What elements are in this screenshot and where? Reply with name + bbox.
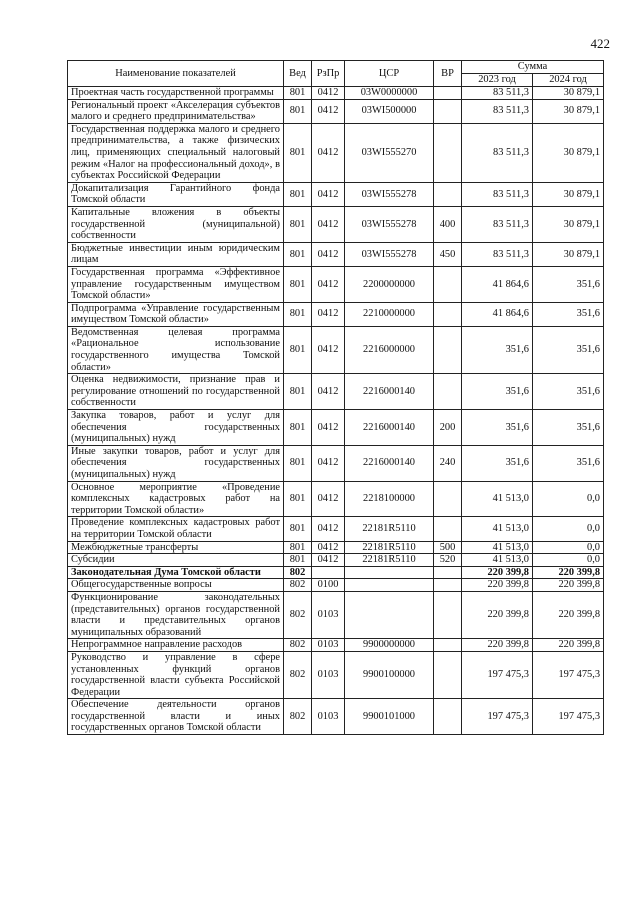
- table-row: [68, 123, 604, 182]
- cell-csr: 03W0000000: [345, 87, 434, 100]
- cell-name: Обеспечение деятельности органов государственной власти и иных государственных органов Томской области: [68, 699, 284, 735]
- cell-vr: [434, 566, 462, 579]
- header-2023: 2023 год: [462, 74, 533, 87]
- cell-ved: 801: [284, 481, 312, 517]
- cell-sum-2023: 41 513,0: [462, 554, 533, 567]
- cell-ved: 801: [284, 374, 312, 410]
- cell-sum-2023: 351,6: [462, 374, 533, 410]
- cell-name: Оценка недвижимости, признание прав и регулирование отношений по государственной собственности: [68, 374, 284, 410]
- cell-csr: [345, 579, 434, 592]
- cell-sum-2024: 220 399,8: [533, 566, 604, 579]
- cell-vr: [434, 182, 462, 206]
- cell-sum-2024: 351,6: [533, 326, 604, 373]
- cell-name: Подпрограмма «Управление государственным имуществом Томской области»: [68, 302, 284, 326]
- table-row: [68, 566, 604, 579]
- cell-rzpr: 0412: [312, 374, 345, 410]
- cell-name: Межбюджетные трансферты: [68, 541, 284, 554]
- table-row: [68, 242, 604, 266]
- cell-vr: [434, 651, 462, 698]
- cell-csr: 9900101000: [345, 699, 434, 735]
- cell-sum-2023: 83 511,3: [462, 182, 533, 206]
- cell-sum-2023: 83 511,3: [462, 99, 533, 123]
- cell-vr: [434, 591, 462, 638]
- cell-sum-2023: 41 513,0: [462, 481, 533, 517]
- table-row: [68, 445, 604, 481]
- cell-name: Иные закупки товаров, работ и услуг для обеспечения государственных (муниципальных) нужд: [68, 445, 284, 481]
- cell-sum-2023: 197 475,3: [462, 651, 533, 698]
- table-row: [68, 541, 604, 554]
- cell-sum-2023: 220 399,8: [462, 579, 533, 592]
- cell-sum-2024: 220 399,8: [533, 591, 604, 638]
- cell-sum-2024: 0,0: [533, 517, 604, 541]
- table-row: [68, 87, 604, 100]
- cell-vr: 400: [434, 206, 462, 242]
- cell-ved: 801: [284, 182, 312, 206]
- cell-sum-2024: 220 399,8: [533, 639, 604, 652]
- cell-ved: 802: [284, 639, 312, 652]
- table-row: [68, 99, 604, 123]
- table-row: [68, 554, 604, 567]
- cell-vr: [434, 123, 462, 182]
- cell-csr: 2200000000: [345, 266, 434, 302]
- cell-name: Ведомственная целевая программа «Рациональное использование государственного имущества Томской области»: [68, 326, 284, 373]
- cell-ved: 802: [284, 699, 312, 735]
- cell-ved: 801: [284, 410, 312, 446]
- table-row: [68, 266, 604, 302]
- cell-sum-2023: 41 864,6: [462, 266, 533, 302]
- cell-csr: 22181R5110: [345, 541, 434, 554]
- cell-csr: 03WI555278: [345, 182, 434, 206]
- cell-ved: 801: [284, 554, 312, 567]
- header-sum: Сумма: [462, 61, 604, 74]
- cell-sum-2023: 220 399,8: [462, 591, 533, 638]
- cell-vr: [434, 87, 462, 100]
- cell-name: Основное мероприятие «Проведение комплексных кадастровых работ на территории Томской области»: [68, 481, 284, 517]
- cell-rzpr: 0412: [312, 123, 345, 182]
- cell-csr: 9900100000: [345, 651, 434, 698]
- table-row: [68, 302, 604, 326]
- cell-ved: 802: [284, 566, 312, 579]
- cell-rzpr: 0103: [312, 699, 345, 735]
- cell-sum-2023: 41 513,0: [462, 541, 533, 554]
- cell-sum-2023: 351,6: [462, 410, 533, 446]
- header-2024: 2024 год: [533, 74, 604, 87]
- table-row: [68, 591, 604, 638]
- cell-csr: 03WI555278: [345, 242, 434, 266]
- cell-csr: 2218100000: [345, 481, 434, 517]
- cell-sum-2023: 41 864,6: [462, 302, 533, 326]
- cell-sum-2024: 30 879,1: [533, 182, 604, 206]
- cell-sum-2023: 351,6: [462, 445, 533, 481]
- cell-ved: 801: [284, 87, 312, 100]
- page-number: 422: [590, 36, 610, 51]
- cell-rzpr: 0412: [312, 206, 345, 242]
- cell-rzpr: 0412: [312, 242, 345, 266]
- cell-sum-2024: 351,6: [533, 302, 604, 326]
- table-row: [68, 410, 604, 446]
- cell-name: Закупка товаров, работ и услуг для обеспечения государственных (муниципальных) нужд: [68, 410, 284, 446]
- cell-csr: 03WI555270: [345, 123, 434, 182]
- cell-name: Непрограммное направление расходов: [68, 639, 284, 652]
- table-row: [68, 481, 604, 517]
- cell-rzpr: 0412: [312, 445, 345, 481]
- cell-vr: [434, 266, 462, 302]
- cell-sum-2024: 197 475,3: [533, 651, 604, 698]
- cell-rzpr: 0412: [312, 87, 345, 100]
- cell-sum-2023: 83 511,3: [462, 87, 533, 100]
- cell-sum-2024: 220 399,8: [533, 579, 604, 592]
- cell-csr: 03WI555278: [345, 206, 434, 242]
- table-row: [68, 517, 604, 541]
- table-row: [68, 699, 604, 735]
- cell-rzpr: 0412: [312, 266, 345, 302]
- cell-rzpr: 0412: [312, 517, 345, 541]
- header-rzpr: РзПр: [312, 61, 345, 87]
- cell-csr: 03WI500000: [345, 99, 434, 123]
- cell-csr: 2216000140: [345, 374, 434, 410]
- cell-vr: 240: [434, 445, 462, 481]
- cell-sum-2024: 30 879,1: [533, 123, 604, 182]
- cell-rzpr: 0412: [312, 541, 345, 554]
- cell-sum-2023: 351,6: [462, 326, 533, 373]
- table-header: [68, 61, 604, 87]
- cell-csr: [345, 566, 434, 579]
- cell-vr: [434, 326, 462, 373]
- cell-name: Общегосударственные вопросы: [68, 579, 284, 592]
- cell-vr: [434, 517, 462, 541]
- cell-name: Законодательная Дума Томской области: [68, 566, 284, 579]
- cell-csr: 9900000000: [345, 639, 434, 652]
- cell-rzpr: 0100: [312, 579, 345, 592]
- cell-sum-2024: 351,6: [533, 266, 604, 302]
- table-row: [68, 326, 604, 373]
- cell-csr: 2216000000: [345, 326, 434, 373]
- cell-sum-2024: 197 475,3: [533, 699, 604, 735]
- cell-ved: 801: [284, 326, 312, 373]
- cell-name: Капитальные вложения в объекты государственной (муниципальной) собственности: [68, 206, 284, 242]
- cell-rzpr: 0412: [312, 99, 345, 123]
- cell-ved: 801: [284, 99, 312, 123]
- cell-name: Руководство и управление в сфере установленных функций органов государственной власти субъекта Российской Федерации: [68, 651, 284, 698]
- cell-csr: [345, 591, 434, 638]
- cell-csr: 22181R5110: [345, 517, 434, 541]
- cell-rzpr: 0412: [312, 481, 345, 517]
- cell-ved: 801: [284, 302, 312, 326]
- cell-sum-2023: 220 399,8: [462, 566, 533, 579]
- table-row: [68, 651, 604, 698]
- table-row: [68, 182, 604, 206]
- cell-rzpr: 0412: [312, 302, 345, 326]
- cell-rzpr: 0412: [312, 554, 345, 567]
- cell-ved: 801: [284, 445, 312, 481]
- cell-rzpr: 0103: [312, 639, 345, 652]
- cell-ved: 801: [284, 517, 312, 541]
- cell-csr: 2210000000: [345, 302, 434, 326]
- cell-sum-2023: 83 511,3: [462, 123, 533, 182]
- cell-ved: 801: [284, 541, 312, 554]
- cell-vr: [434, 302, 462, 326]
- cell-rzpr: 0412: [312, 326, 345, 373]
- budget-table: [67, 60, 604, 735]
- table-row: [68, 206, 604, 242]
- cell-vr: [434, 699, 462, 735]
- header-vr: ВР: [434, 61, 462, 87]
- cell-name: Бюджетные инвестиции иным юридическим лицам: [68, 242, 284, 266]
- cell-sum-2023: 83 511,3: [462, 242, 533, 266]
- cell-vr: 200: [434, 410, 462, 446]
- cell-ved: 802: [284, 651, 312, 698]
- cell-vr: [434, 99, 462, 123]
- cell-name: Государственная программа «Эффективное управление государственным имуществом Томской области»: [68, 266, 284, 302]
- cell-name: Функционирование законодательных (представительных) органов государственной власти и представительных органов муниципальных образований: [68, 591, 284, 638]
- cell-ved: 802: [284, 591, 312, 638]
- header-ved: Вед: [284, 61, 312, 87]
- cell-ved: 801: [284, 206, 312, 242]
- table-body: [68, 87, 604, 735]
- table-row: [68, 579, 604, 592]
- cell-vr: 450: [434, 242, 462, 266]
- cell-rzpr: 0412: [312, 182, 345, 206]
- cell-csr: 22181R5110: [345, 554, 434, 567]
- cell-name: Государственная поддержка малого и среднего предпринимательства, а также физических лиц, применяющих специальный налоговый режим «Налог на профессиональный доход», в субъектах Российской Федерации: [68, 123, 284, 182]
- cell-sum-2024: 351,6: [533, 410, 604, 446]
- cell-name: Проведение комплексных кадастровых работ на территории Томской области: [68, 517, 284, 541]
- cell-ved: 802: [284, 579, 312, 592]
- cell-csr: 2216000140: [345, 410, 434, 446]
- cell-sum-2023: 83 511,3: [462, 206, 533, 242]
- cell-vr: 520: [434, 554, 462, 567]
- cell-sum-2024: 0,0: [533, 554, 604, 567]
- cell-sum-2023: 41 513,0: [462, 517, 533, 541]
- cell-sum-2024: 30 879,1: [533, 206, 604, 242]
- cell-name: Проектная часть государственной программы: [68, 87, 284, 100]
- cell-ved: 801: [284, 242, 312, 266]
- cell-sum-2024: 30 879,1: [533, 242, 604, 266]
- cell-sum-2024: 30 879,1: [533, 87, 604, 100]
- cell-csr: 2216000140: [345, 445, 434, 481]
- cell-sum-2023: 197 475,3: [462, 699, 533, 735]
- cell-sum-2024: 0,0: [533, 481, 604, 517]
- cell-rzpr: [312, 566, 345, 579]
- cell-vr: [434, 374, 462, 410]
- cell-sum-2024: 0,0: [533, 541, 604, 554]
- cell-rzpr: 0412: [312, 410, 345, 446]
- cell-vr: [434, 579, 462, 592]
- cell-vr: 500: [434, 541, 462, 554]
- cell-ved: 801: [284, 123, 312, 182]
- cell-sum-2024: 351,6: [533, 374, 604, 410]
- cell-name: Региональный проект «Акселерация субъектов малого и среднего предпринимательства»: [68, 99, 284, 123]
- cell-name: Субсидии: [68, 554, 284, 567]
- header-csr: ЦСР: [345, 61, 434, 87]
- header-name: Наименование показателей: [68, 61, 284, 87]
- table-row: [68, 639, 604, 652]
- cell-vr: [434, 481, 462, 517]
- cell-sum-2023: 220 399,8: [462, 639, 533, 652]
- cell-rzpr: 0103: [312, 591, 345, 638]
- cell-vr: [434, 639, 462, 652]
- cell-name: Докапитализация Гарантийного фонда Томской области: [68, 182, 284, 206]
- cell-sum-2024: 30 879,1: [533, 99, 604, 123]
- cell-ved: 801: [284, 266, 312, 302]
- cell-sum-2024: 351,6: [533, 445, 604, 481]
- table-row: [68, 374, 604, 410]
- cell-rzpr: 0103: [312, 651, 345, 698]
